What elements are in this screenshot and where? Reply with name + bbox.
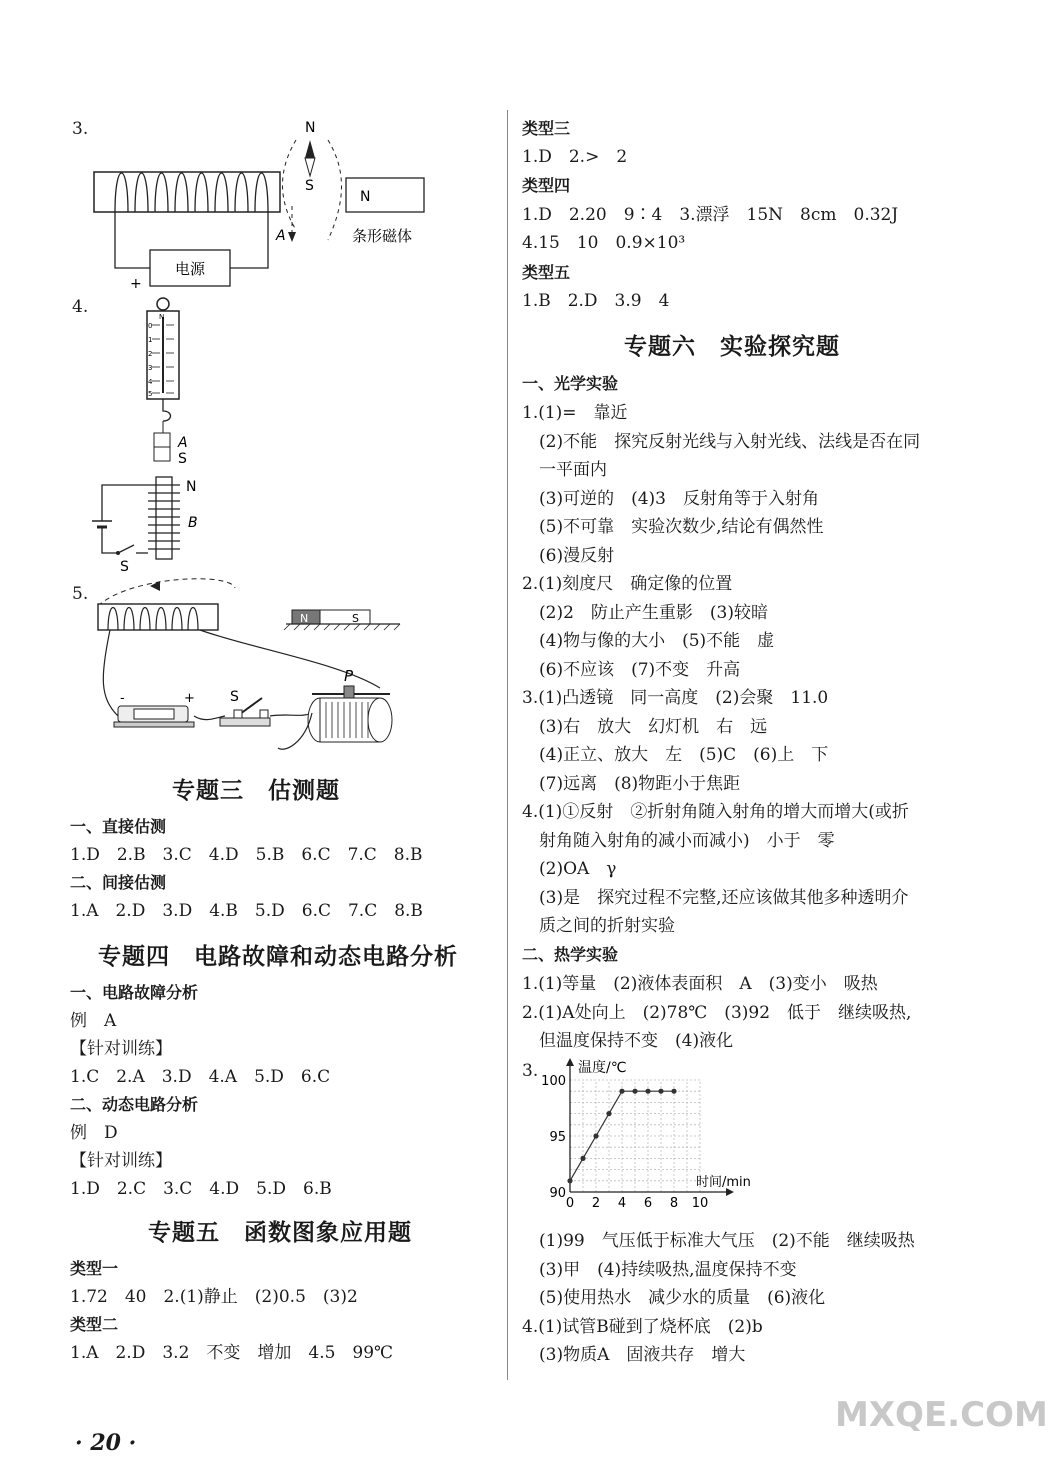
data-point xyxy=(632,1089,637,1094)
sec4-answers-1: 1.C 2.A 3.D 4.A 5.D 6.C xyxy=(70,1067,331,1087)
data-point xyxy=(619,1089,624,1094)
sec4-training-2: 【针对训练】 xyxy=(70,1151,172,1171)
power-source-label: 电源 xyxy=(174,260,206,278)
figure-5-circuit-diagram xyxy=(90,578,470,763)
optics-line: (2)OA γ xyxy=(522,859,617,879)
svg-text:2: 2 xyxy=(148,350,153,358)
optics-line: 质之间的折射实验 xyxy=(522,916,675,936)
temperature-time-chart xyxy=(532,1058,802,1228)
bar-magnet-N: N xyxy=(300,612,309,625)
svg-text:N: N xyxy=(159,313,165,321)
sec4-heading-1: 一、电路故障分析 xyxy=(70,983,199,1002)
data-point xyxy=(671,1089,676,1094)
heat-heading: 二、热学实验 xyxy=(522,945,619,964)
section-5-title: 专题五 函数图象应用题 xyxy=(148,1219,412,1246)
y-tick-label: 95 xyxy=(549,1130,566,1145)
sec4-example-1: 例 A xyxy=(70,1011,117,1031)
data-point xyxy=(658,1089,663,1094)
optics-line: (2)2 防止产生重影 (3)较暗 xyxy=(522,602,768,623)
bar-magnet-S: S xyxy=(352,612,359,625)
y-axis-arrow xyxy=(566,1058,574,1066)
x-tick-label: 8 xyxy=(669,1196,679,1211)
optics-line: (3)是 探究过程不完整,还应该做其他多种透明介 xyxy=(522,887,909,908)
data-point xyxy=(606,1111,611,1116)
fig3-number: 3. xyxy=(72,119,89,139)
magnet-N: N xyxy=(360,189,371,205)
optics-line: (6)漫反射 xyxy=(522,545,615,566)
optics-line: (7)远离 (8)物距小于焦距 xyxy=(522,773,741,794)
electromagnet-B: B xyxy=(188,515,198,531)
sec5-answers-1: 1.72 40 2.(1)静止 (2)0.5 (3)2 xyxy=(70,1287,358,1307)
y-tick-label: 100 xyxy=(541,1074,566,1089)
optics-line: 3.(1)凸透镜 同一高度 (2)会聚 11.0 xyxy=(522,688,829,708)
x-tick-label: 10 xyxy=(691,1196,709,1211)
optics-line: 4.(1)①反射 ②折射角随入射角的增大而增大(或折 xyxy=(522,802,909,822)
battery-minus: - xyxy=(120,691,125,706)
data-point xyxy=(593,1133,598,1138)
optics-line: (2)不能 探究反射光线与入射光线、法线是否在同 xyxy=(522,431,921,452)
heat-after-line: (3)物质A 固液共存 增大 xyxy=(522,1345,746,1365)
optics-line: (4)物与像的大小 (5)不能 虚 xyxy=(522,631,775,651)
type-4-heading: 类型四 xyxy=(522,176,571,195)
plus-sign: + xyxy=(130,276,142,292)
heat-after-line: (3)甲 (4)持续吸热,温度保持不变 xyxy=(522,1259,797,1280)
sec3-answers-2: 1.A 2.D 3.D 4.B 5.D 6.C 7.C 8.B xyxy=(70,901,423,921)
svg-text:1: 1 xyxy=(148,336,153,344)
sec4-answers-2: 1.D 2.C 3.C 4.D 5.D 6.B xyxy=(70,1179,332,1199)
column-divider xyxy=(507,110,508,1380)
optics-heading: 一、光学实验 xyxy=(522,374,619,393)
sec3-heading-1: 一、直接估测 xyxy=(70,817,167,836)
optics-line: 1.(1)= 靠近 xyxy=(522,403,628,423)
x-tick-label: 2 xyxy=(591,1196,601,1211)
section-6-title: 专题六 实验探究题 xyxy=(624,333,840,360)
optics-line: (5)不可靠 实验次数少,结论有偶然性 xyxy=(522,517,824,537)
type-3-heading: 类型三 xyxy=(522,119,571,138)
figure-4-spring-scale-diagram xyxy=(90,295,250,575)
data-point xyxy=(580,1156,585,1161)
optics-line: (4)正立、放大 左 (5)C (6)上 下 xyxy=(522,745,829,765)
magnet-A: A xyxy=(178,435,188,451)
optics-line: (3)右 放大 幻灯机 右 远 xyxy=(522,716,768,737)
section-4-title: 专题四 电路故障和动态电路分析 xyxy=(98,943,458,970)
optics-line: 射角随入射角的减小而减小) 小于 零 xyxy=(522,830,835,851)
optics-line: 2.(1)刻度尺 确定像的位置 xyxy=(522,574,733,594)
compass-S: S xyxy=(305,178,314,194)
y-tick-label: 90 xyxy=(549,1186,566,1201)
type-4-answers-1: 1.D 2.20 9∶4 3.漂浮 15N 8cm 0.32J xyxy=(522,205,899,225)
x-axis-label: 时间/min xyxy=(696,1175,751,1190)
heat-after-line: (5)使用热水 减少水的质量 (6)液化 xyxy=(522,1288,826,1308)
optics-line: (3)可逆的 (4)3 反射角等于入射角 xyxy=(522,488,819,509)
data-point xyxy=(645,1089,650,1094)
chart-number: 3. xyxy=(522,1061,539,1081)
heat-line: 1.(1)等量 (2)液体表面积 A (3)变小 吸热 xyxy=(522,974,878,994)
optics-line: (6)不应该 (7)不变 升高 xyxy=(522,659,741,680)
x-tick-label: 4 xyxy=(617,1196,627,1211)
switch-S: S xyxy=(230,689,239,705)
svg-text:4: 4 xyxy=(148,378,153,386)
watermark: MXQE.COM xyxy=(835,1395,1048,1435)
battery-plus: + xyxy=(184,691,195,706)
sec3-answers-1: 1.D 2.B 3.C 4.D 5.B 6.C 7.C 8.B xyxy=(70,845,423,865)
switch-S: S xyxy=(120,559,129,575)
page-number: · 20 · xyxy=(75,1430,137,1456)
heat-line: 但温度保持不变 (4)液化 xyxy=(522,1031,734,1051)
heat-line: 2.(1)A处向上 (2)78℃ (3)92 低于 继续吸热, xyxy=(522,1002,912,1023)
section-3-title: 专题三 估测题 xyxy=(172,777,340,804)
heat-after-line: 4.(1)试管B碰到了烧杯底 (2)b xyxy=(522,1316,763,1337)
type-4-answers-2: 4.15 10 0.9×10³ xyxy=(522,233,686,253)
svg-text:5: 5 xyxy=(148,390,153,398)
figure-3-solenoid-diagram xyxy=(90,110,470,295)
fig5-number: 5. xyxy=(72,584,89,604)
sec5-type-1: 类型一 xyxy=(70,1259,119,1278)
magnet-A-S: S xyxy=(178,451,187,467)
electromagnet-N: N xyxy=(186,479,197,495)
svg-text:0: 0 xyxy=(148,322,153,330)
type-5-heading: 类型五 xyxy=(522,263,571,282)
x-tick-label: 6 xyxy=(643,1196,653,1211)
slider-P: P xyxy=(344,667,354,685)
type-3-answers: 1.D 2.> 2 xyxy=(522,147,628,167)
compass-N: N xyxy=(305,120,316,136)
y-axis-label: 温度/℃ xyxy=(578,1060,627,1076)
sec4-training-1: 【针对训练】 xyxy=(70,1039,172,1059)
sec3-heading-2: 二、间接估测 xyxy=(70,873,167,892)
sec5-answers-2: 1.A 2.D 3.2 不变 增加 4.5 99℃ xyxy=(70,1343,394,1363)
point-A: A xyxy=(276,228,286,244)
sec4-heading-2: 二、动态电路分析 xyxy=(70,1095,199,1114)
svg-text:3: 3 xyxy=(148,364,153,372)
type-5-answers: 1.B 2.D 3.9 4 xyxy=(522,291,670,311)
bar-magnet-label: 条形磁体 xyxy=(352,227,413,245)
heat-after-line: (1)99 气压低于标准大气压 (2)不能 继续吸热 xyxy=(522,1231,915,1251)
data-point xyxy=(567,1178,572,1183)
fig4-number: 4. xyxy=(72,297,89,317)
optics-line: 一平面内 xyxy=(522,460,607,480)
sec5-type-2: 类型二 xyxy=(70,1315,119,1334)
sec4-example-2: 例 D xyxy=(70,1123,118,1143)
x-tick-label: 0 xyxy=(565,1196,575,1211)
